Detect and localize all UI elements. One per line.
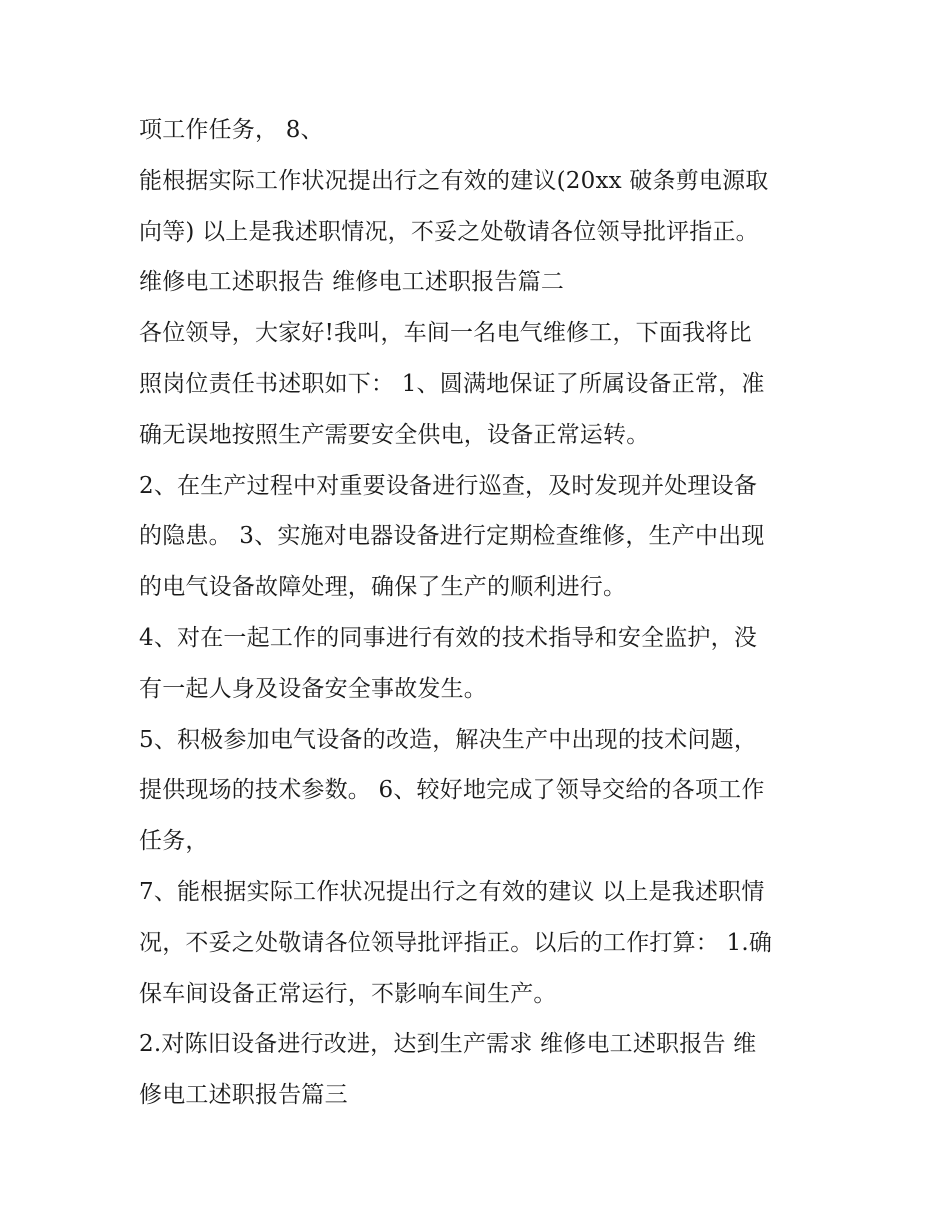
text-line: 4、对在一起工作的同事进行有效的技术指导和安全监护，没 (139, 624, 758, 651)
text-line: 5、积极参加电气设备的改造，解决生产中出现的技术问题， (139, 726, 758, 753)
text-line: 7、能根据实际工作状况提出行之有效的建议 以上是我述职情 (139, 878, 765, 905)
text-line: 任务， (139, 828, 209, 855)
text-line: 2.对陈旧设备进行改进，达到生产需求 维修电工述职报告 维 (139, 1031, 757, 1058)
text-line: 的隐患。 3、实施对电器设备进行定期检查维修，生产中出现 (139, 523, 765, 550)
text-line: 各位领导，大家好!我叫，车间一名电气维修工，下面我将比 (139, 320, 752, 347)
text-line: 提供现场的技术参数。 6、较好地完成了领导交给的各项工作 (139, 777, 765, 804)
document-body (139, 105, 819, 1121)
text-line: 修电工述职报告篇三 (139, 1082, 348, 1109)
text-line: 能根据实际工作状况提出行之有效的建议(20xx 破条剪电源取 (139, 167, 769, 194)
text-line: 况，不妥之处敬请各位领导批评指正。以后的工作打算： 1.确 (139, 929, 773, 956)
text-line: 有一起人身及设备安全事故发生。 (139, 675, 487, 702)
text-line: 照岗位责任书述职如下： 1、圆满地保证了所属设备正常，准 (139, 370, 765, 397)
text-line: 2、在生产过程中对重要设备进行巡查，及时发现并处理设备 (139, 472, 758, 499)
text-line: 向等) 以上是我述职情况，不妥之处敬请各位领导批评指正。 (139, 218, 759, 245)
text-line: 的电气设备故障处理，确保了生产的顺利进行。 (139, 574, 627, 601)
section-heading: 维修电工述职报告 维修电工述职报告篇二 (139, 269, 565, 296)
text-line: 项工作任务， 8、 (139, 117, 324, 143)
text-line: 保车间设备正常运行，不影响车间生产。 (139, 980, 557, 1007)
text-line: 确无误地按照生产需要安全供电，设备正常运转。 (139, 421, 650, 448)
